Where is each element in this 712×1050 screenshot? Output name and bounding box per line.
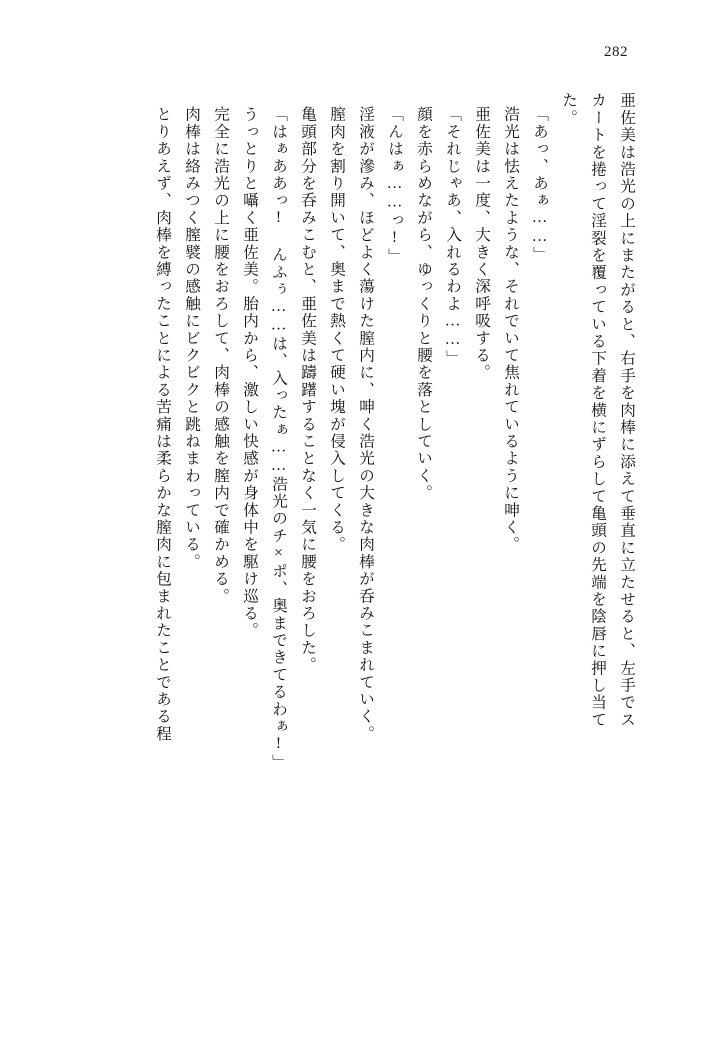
text-line: 肉棒は絡みつく膣襞の感触にビクビクと跳ねまわっている。	[183, 106, 200, 571]
text-line: 淫液が滲み、ほどよく蕩けた膣内に、呻く浩光の大きな肉棒が呑みこまれていく。	[357, 106, 374, 743]
text-line: た。	[560, 92, 577, 127]
text-line: 顔を赤らめながら、ゆっくりと腰を落としていく。	[415, 106, 432, 502]
text-line: 膣肉を割り開いて、奥まで熱くて硬い塊が侵入してくる。	[328, 106, 345, 554]
body-text	[78, 92, 634, 988]
text-line: 亜佐美は浩光の上にまたがると、右手を肉棒に添えて垂直に立たせると、左手でス	[618, 92, 635, 729]
text-line: カートを捲って淫裂を覆っている下着を横にずらして亀頭の先端を陰唇に押し当て	[589, 92, 606, 729]
text-line: 「んはぁ……っ!」	[386, 106, 403, 265]
text-line: とりあえず、肉棒を縛ったことによる苦痛は柔らかな膣肉に包まれたことである程	[154, 106, 171, 743]
text-line: うっとりと囁く亜佐美。胎内から、激しい快感が身体中を駆け巡る。	[241, 106, 258, 640]
text-line: 亀頭部分を呑みこむと、亜佐美は躊躇することなく一気に腰をおろした。	[299, 106, 316, 674]
text-line: 「あっ、あぁ……」	[531, 106, 548, 264]
text-line: 完全に浩光の上に腰をおろして、肉棒の感触を膣内で確かめる。	[212, 106, 229, 605]
text-line: 浩光は怯えたような、それでいて焦れているように呻く。	[502, 106, 519, 554]
text-line: 亜佐美は一度、大きく深呼吸する。	[473, 106, 490, 382]
text-line: 「はぁああっ! んふぅ……は、入ったぁ……浩光のチ×ポ、奥まできてるわぁ!」	[270, 106, 287, 771]
page-number: 282	[604, 44, 628, 60]
text-line: 「それじゃあ、入れるわよ……」	[444, 106, 461, 367]
